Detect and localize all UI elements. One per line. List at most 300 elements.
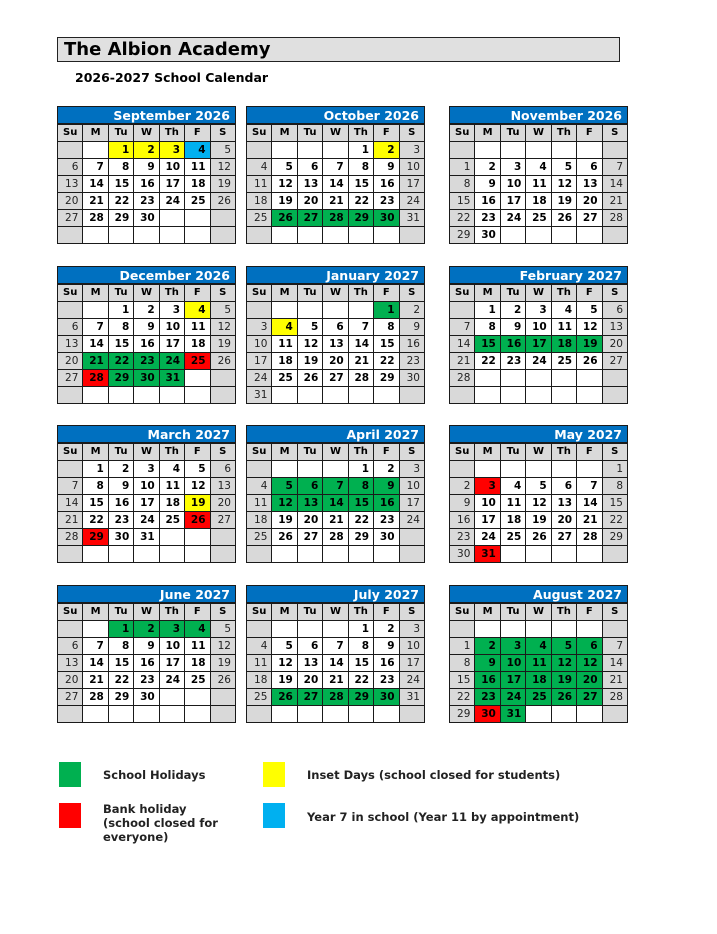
day-cell: 10 bbox=[399, 159, 424, 176]
empty-cell bbox=[58, 227, 83, 244]
weekday-label: Th bbox=[551, 604, 576, 621]
day-cell: 28 bbox=[323, 210, 348, 227]
legend-label-inset-days: Inset Days (school closed for students) bbox=[307, 768, 561, 782]
day-cell: 12 bbox=[577, 655, 602, 672]
day-cell: 22 bbox=[374, 353, 399, 370]
day-cell: 16 bbox=[134, 176, 159, 193]
empty-cell bbox=[323, 461, 348, 478]
day-cell: 23 bbox=[374, 193, 399, 210]
day-cell: 10 bbox=[159, 638, 184, 655]
day-cell: 10 bbox=[399, 638, 424, 655]
empty-cell bbox=[399, 706, 424, 723]
day-cell: 28 bbox=[58, 529, 83, 546]
day-cell: 17 bbox=[475, 512, 500, 529]
week-row bbox=[58, 193, 236, 210]
day-cell: 22 bbox=[348, 672, 373, 689]
day-cell: 25 bbox=[500, 529, 525, 546]
day-cell: 3 bbox=[159, 302, 184, 319]
week-row bbox=[247, 387, 425, 404]
empty-cell bbox=[374, 706, 399, 723]
empty-cell bbox=[297, 302, 322, 319]
day-cell: 29 bbox=[450, 706, 475, 723]
week-row bbox=[58, 655, 236, 672]
day-cell: 26 bbox=[210, 353, 235, 370]
day-cell: 15 bbox=[83, 495, 108, 512]
month-january-2027 bbox=[246, 266, 425, 404]
day-cell: 11 bbox=[526, 176, 551, 193]
week-row bbox=[58, 461, 236, 478]
empty-cell bbox=[185, 370, 210, 387]
empty-cell bbox=[577, 370, 602, 387]
weekday-label: F bbox=[374, 604, 399, 621]
week-row bbox=[450, 227, 628, 244]
day-cell: 18 bbox=[247, 193, 272, 210]
week-row bbox=[247, 302, 425, 319]
day-cell: 20 bbox=[58, 193, 83, 210]
empty-cell bbox=[134, 227, 159, 244]
day-cell: 8 bbox=[374, 319, 399, 336]
week-row bbox=[247, 227, 425, 244]
day-cell: 12 bbox=[526, 495, 551, 512]
day-cell: 4 bbox=[185, 621, 210, 638]
empty-cell bbox=[323, 387, 348, 404]
day-cell: 13 bbox=[577, 176, 602, 193]
day-cell: 5 bbox=[272, 638, 297, 655]
weekday-label: Su bbox=[247, 444, 272, 461]
day-cell: 14 bbox=[323, 176, 348, 193]
week-row bbox=[450, 689, 628, 706]
day-cell: 3 bbox=[159, 621, 184, 638]
month-title: April 2027 bbox=[246, 425, 425, 443]
weekday-label: Su bbox=[450, 604, 475, 621]
month-title: October 2026 bbox=[246, 106, 425, 124]
empty-cell bbox=[134, 387, 159, 404]
day-cell: 18 bbox=[159, 495, 184, 512]
day-cell: 12 bbox=[551, 655, 576, 672]
empty-cell bbox=[323, 302, 348, 319]
day-cell: 7 bbox=[83, 319, 108, 336]
day-cell: 28 bbox=[602, 689, 627, 706]
week-row bbox=[58, 142, 236, 159]
day-cell: 21 bbox=[83, 353, 108, 370]
empty-cell bbox=[83, 387, 108, 404]
week-row bbox=[450, 159, 628, 176]
day-cell: 12 bbox=[272, 176, 297, 193]
day-cell: 22 bbox=[108, 353, 133, 370]
weekday-label: M bbox=[272, 285, 297, 302]
day-cell: 10 bbox=[526, 319, 551, 336]
weekday-label: Tu bbox=[297, 444, 322, 461]
day-cell: 25 bbox=[185, 672, 210, 689]
day-cell: 26 bbox=[551, 210, 576, 227]
day-cell: 29 bbox=[83, 529, 108, 546]
week-row bbox=[450, 302, 628, 319]
day-cell: 14 bbox=[602, 655, 627, 672]
weekday-label: Tu bbox=[108, 285, 133, 302]
day-cell: 15 bbox=[450, 193, 475, 210]
month-title: March 2027 bbox=[57, 425, 236, 443]
day-cell: 23 bbox=[450, 529, 475, 546]
day-cell: 30 bbox=[108, 529, 133, 546]
day-cell: 6 bbox=[58, 319, 83, 336]
week-row bbox=[247, 706, 425, 723]
weekday-label: Th bbox=[159, 604, 184, 621]
empty-cell bbox=[374, 227, 399, 244]
empty-cell bbox=[58, 387, 83, 404]
day-cell: 9 bbox=[399, 319, 424, 336]
day-cell: 30 bbox=[399, 370, 424, 387]
day-cell: 15 bbox=[374, 336, 399, 353]
empty-cell bbox=[134, 706, 159, 723]
day-cell: 24 bbox=[500, 689, 525, 706]
weekday-label: W bbox=[323, 604, 348, 621]
empty-cell bbox=[526, 142, 551, 159]
day-cell: 15 bbox=[450, 672, 475, 689]
day-cell: 15 bbox=[108, 336, 133, 353]
empty-cell bbox=[210, 370, 235, 387]
empty-cell bbox=[475, 142, 500, 159]
day-cell: 2 bbox=[134, 302, 159, 319]
week-row bbox=[58, 336, 236, 353]
day-cell: 4 bbox=[526, 159, 551, 176]
day-cell: 18 bbox=[551, 336, 576, 353]
day-cell: 29 bbox=[348, 529, 373, 546]
day-cell: 15 bbox=[108, 655, 133, 672]
weekday-label: Tu bbox=[500, 444, 525, 461]
day-cell: 19 bbox=[272, 512, 297, 529]
day-cell: 25 bbox=[247, 210, 272, 227]
day-cell: 20 bbox=[577, 193, 602, 210]
day-cell: 23 bbox=[134, 193, 159, 210]
day-cell: 12 bbox=[551, 176, 576, 193]
week-row bbox=[247, 353, 425, 370]
day-cell: 1 bbox=[475, 302, 500, 319]
week-row bbox=[450, 142, 628, 159]
day-cell: 10 bbox=[247, 336, 272, 353]
week-row bbox=[58, 529, 236, 546]
month-june-2027 bbox=[57, 585, 236, 723]
empty-cell bbox=[272, 706, 297, 723]
week-row bbox=[247, 210, 425, 227]
empty-cell bbox=[399, 387, 424, 404]
day-cell: 8 bbox=[108, 319, 133, 336]
day-cell: 22 bbox=[348, 512, 373, 529]
day-cell: 9 bbox=[374, 478, 399, 495]
month-october-2026 bbox=[246, 106, 425, 244]
day-cell: 19 bbox=[297, 353, 322, 370]
legend-swatch-bank-holiday bbox=[59, 803, 81, 828]
day-cell: 15 bbox=[475, 336, 500, 353]
empty-cell bbox=[210, 387, 235, 404]
day-cell: 17 bbox=[159, 176, 184, 193]
day-cell: 18 bbox=[526, 672, 551, 689]
empty-cell bbox=[348, 706, 373, 723]
day-cell: 27 bbox=[297, 210, 322, 227]
week-row bbox=[58, 621, 236, 638]
day-cell: 13 bbox=[58, 176, 83, 193]
day-cell: 16 bbox=[374, 176, 399, 193]
day-cell: 7 bbox=[83, 159, 108, 176]
weekday-label: M bbox=[272, 444, 297, 461]
empty-cell bbox=[475, 370, 500, 387]
day-cell: 6 bbox=[551, 478, 576, 495]
day-cell: 25 bbox=[247, 529, 272, 546]
week-row bbox=[58, 638, 236, 655]
day-cell: 24 bbox=[475, 529, 500, 546]
day-cell: 9 bbox=[134, 159, 159, 176]
empty-cell bbox=[159, 227, 184, 244]
day-cell: 26 bbox=[526, 529, 551, 546]
empty-cell bbox=[297, 706, 322, 723]
weekday-label: Tu bbox=[500, 285, 525, 302]
month-title: August 2027 bbox=[449, 585, 628, 603]
empty-cell bbox=[551, 370, 576, 387]
day-cell: 29 bbox=[602, 529, 627, 546]
legend-swatch-year7 bbox=[263, 803, 285, 828]
empty-cell bbox=[500, 621, 525, 638]
week-row bbox=[58, 176, 236, 193]
day-cell: 10 bbox=[159, 159, 184, 176]
day-cell: 27 bbox=[551, 529, 576, 546]
day-cell: 3 bbox=[475, 478, 500, 495]
day-cell: 27 bbox=[577, 689, 602, 706]
empty-cell bbox=[159, 706, 184, 723]
empty-cell bbox=[526, 461, 551, 478]
day-cell: 30 bbox=[134, 689, 159, 706]
day-cell: 2 bbox=[500, 302, 525, 319]
day-cell: 2 bbox=[134, 142, 159, 159]
day-cell: 17 bbox=[399, 495, 424, 512]
empty-cell bbox=[108, 227, 133, 244]
day-cell: 19 bbox=[526, 512, 551, 529]
week-row bbox=[247, 689, 425, 706]
day-cell: 10 bbox=[399, 478, 424, 495]
day-cell: 6 bbox=[210, 461, 235, 478]
day-cell: 6 bbox=[297, 638, 322, 655]
week-row bbox=[247, 193, 425, 210]
month-february-2027 bbox=[449, 266, 628, 404]
day-cell: 1 bbox=[108, 621, 133, 638]
day-cell: 9 bbox=[475, 655, 500, 672]
day-cell: 19 bbox=[210, 655, 235, 672]
day-cell: 19 bbox=[551, 672, 576, 689]
empty-cell bbox=[185, 546, 210, 563]
empty-cell bbox=[475, 387, 500, 404]
empty-cell bbox=[551, 142, 576, 159]
empty-cell bbox=[500, 461, 525, 478]
empty-cell bbox=[83, 546, 108, 563]
day-cell: 20 bbox=[58, 353, 83, 370]
day-cell: 14 bbox=[323, 655, 348, 672]
week-row bbox=[450, 461, 628, 478]
day-cell: 28 bbox=[323, 689, 348, 706]
weekday-label: M bbox=[83, 604, 108, 621]
empty-cell bbox=[247, 302, 272, 319]
day-cell: 19 bbox=[551, 193, 576, 210]
empty-cell bbox=[58, 302, 83, 319]
empty-cell bbox=[185, 387, 210, 404]
day-cell: 27 bbox=[297, 529, 322, 546]
day-cell: 16 bbox=[134, 336, 159, 353]
day-cell: 4 bbox=[551, 302, 576, 319]
empty-cell bbox=[475, 461, 500, 478]
day-cell: 22 bbox=[450, 210, 475, 227]
week-row bbox=[247, 176, 425, 193]
day-cell: 28 bbox=[450, 370, 475, 387]
day-cell: 24 bbox=[247, 370, 272, 387]
empty-cell bbox=[551, 227, 576, 244]
day-cell: 2 bbox=[374, 461, 399, 478]
weekday-label: Th bbox=[159, 285, 184, 302]
weekday-label: Su bbox=[58, 285, 83, 302]
empty-cell bbox=[185, 529, 210, 546]
weekday-label: S bbox=[602, 125, 627, 142]
empty-cell bbox=[185, 706, 210, 723]
weekday-label: Tu bbox=[108, 604, 133, 621]
empty-cell bbox=[577, 461, 602, 478]
day-cell: 12 bbox=[185, 478, 210, 495]
month-december-2026 bbox=[57, 266, 236, 404]
day-cell: 18 bbox=[185, 655, 210, 672]
empty-cell bbox=[58, 546, 83, 563]
day-cell: 16 bbox=[374, 495, 399, 512]
day-cell: 23 bbox=[475, 210, 500, 227]
empty-cell bbox=[399, 227, 424, 244]
weekday-label: F bbox=[374, 125, 399, 142]
day-cell: 24 bbox=[399, 193, 424, 210]
empty-cell bbox=[159, 210, 184, 227]
day-cell: 22 bbox=[348, 193, 373, 210]
empty-cell bbox=[185, 210, 210, 227]
empty-cell bbox=[475, 621, 500, 638]
weekday-label: Tu bbox=[297, 285, 322, 302]
empty-cell bbox=[108, 387, 133, 404]
weekday-label: F bbox=[374, 285, 399, 302]
week-row bbox=[450, 353, 628, 370]
weekday-label: F bbox=[577, 444, 602, 461]
day-cell: 21 bbox=[58, 512, 83, 529]
day-cell: 31 bbox=[500, 706, 525, 723]
day-cell: 25 bbox=[159, 512, 184, 529]
day-cell: 28 bbox=[323, 529, 348, 546]
day-cell: 29 bbox=[348, 689, 373, 706]
day-cell: 21 bbox=[450, 353, 475, 370]
day-cell: 1 bbox=[348, 142, 373, 159]
day-cell: 16 bbox=[399, 336, 424, 353]
day-cell: 28 bbox=[348, 370, 373, 387]
day-cell: 8 bbox=[108, 638, 133, 655]
day-cell: 12 bbox=[272, 495, 297, 512]
weekday-label: F bbox=[577, 604, 602, 621]
day-cell: 12 bbox=[210, 319, 235, 336]
day-cell: 26 bbox=[210, 672, 235, 689]
day-cell: 15 bbox=[602, 495, 627, 512]
day-cell: 17 bbox=[399, 176, 424, 193]
day-cell: 31 bbox=[134, 529, 159, 546]
weekday-label: Su bbox=[450, 125, 475, 142]
empty-cell bbox=[247, 546, 272, 563]
day-cell: 11 bbox=[272, 336, 297, 353]
day-cell: 13 bbox=[551, 495, 576, 512]
weekday-label: S bbox=[210, 285, 235, 302]
day-cell: 26 bbox=[272, 529, 297, 546]
day-cell: 5 bbox=[551, 638, 576, 655]
day-cell: 8 bbox=[348, 159, 373, 176]
weekday-label: F bbox=[185, 285, 210, 302]
weekday-label: Th bbox=[348, 285, 373, 302]
day-cell: 7 bbox=[323, 638, 348, 655]
month-title: February 2027 bbox=[449, 266, 628, 284]
day-cell: 15 bbox=[348, 655, 373, 672]
day-cell: 23 bbox=[399, 353, 424, 370]
empty-cell bbox=[602, 621, 627, 638]
day-cell: 25 bbox=[272, 370, 297, 387]
day-cell: 2 bbox=[475, 638, 500, 655]
weekday-label: Su bbox=[247, 604, 272, 621]
month-september-2026 bbox=[57, 106, 236, 244]
day-cell: 8 bbox=[348, 478, 373, 495]
day-cell: 24 bbox=[134, 512, 159, 529]
weekday-label: W bbox=[526, 604, 551, 621]
day-cell: 27 bbox=[323, 370, 348, 387]
day-cell: 28 bbox=[577, 529, 602, 546]
day-cell: 2 bbox=[399, 302, 424, 319]
weekday-label: W bbox=[526, 285, 551, 302]
weekday-label: M bbox=[83, 444, 108, 461]
day-cell: 7 bbox=[577, 478, 602, 495]
day-cell: 2 bbox=[108, 461, 133, 478]
day-cell: 4 bbox=[185, 302, 210, 319]
empty-cell bbox=[272, 142, 297, 159]
empty-cell bbox=[577, 142, 602, 159]
day-cell: 17 bbox=[399, 655, 424, 672]
empty-cell bbox=[577, 621, 602, 638]
weekday-label: S bbox=[399, 285, 424, 302]
day-cell: 3 bbox=[399, 461, 424, 478]
day-cell: 4 bbox=[500, 478, 525, 495]
day-cell: 9 bbox=[134, 638, 159, 655]
week-row bbox=[58, 495, 236, 512]
weekday-label: Tu bbox=[108, 125, 133, 142]
day-cell: 13 bbox=[297, 655, 322, 672]
day-cell: 26 bbox=[185, 512, 210, 529]
day-cell: 14 bbox=[323, 495, 348, 512]
day-cell: 24 bbox=[159, 672, 184, 689]
empty-cell bbox=[58, 142, 83, 159]
day-cell: 22 bbox=[602, 512, 627, 529]
day-cell: 20 bbox=[577, 672, 602, 689]
day-cell: 25 bbox=[551, 353, 576, 370]
week-row bbox=[58, 706, 236, 723]
empty-cell bbox=[272, 227, 297, 244]
day-cell: 15 bbox=[348, 176, 373, 193]
empty-cell bbox=[210, 529, 235, 546]
weekday-label: Th bbox=[551, 125, 576, 142]
day-cell: 8 bbox=[348, 638, 373, 655]
day-cell: 26 bbox=[297, 370, 322, 387]
day-cell: 30 bbox=[374, 529, 399, 546]
day-cell: 26 bbox=[551, 689, 576, 706]
day-cell: 16 bbox=[475, 672, 500, 689]
weekday-label: W bbox=[323, 285, 348, 302]
month-title: May 2027 bbox=[449, 425, 628, 443]
day-cell: 22 bbox=[83, 512, 108, 529]
weekday-label: M bbox=[475, 125, 500, 142]
day-cell: 11 bbox=[185, 638, 210, 655]
empty-cell bbox=[185, 689, 210, 706]
day-cell: 29 bbox=[108, 689, 133, 706]
day-cell: 20 bbox=[210, 495, 235, 512]
